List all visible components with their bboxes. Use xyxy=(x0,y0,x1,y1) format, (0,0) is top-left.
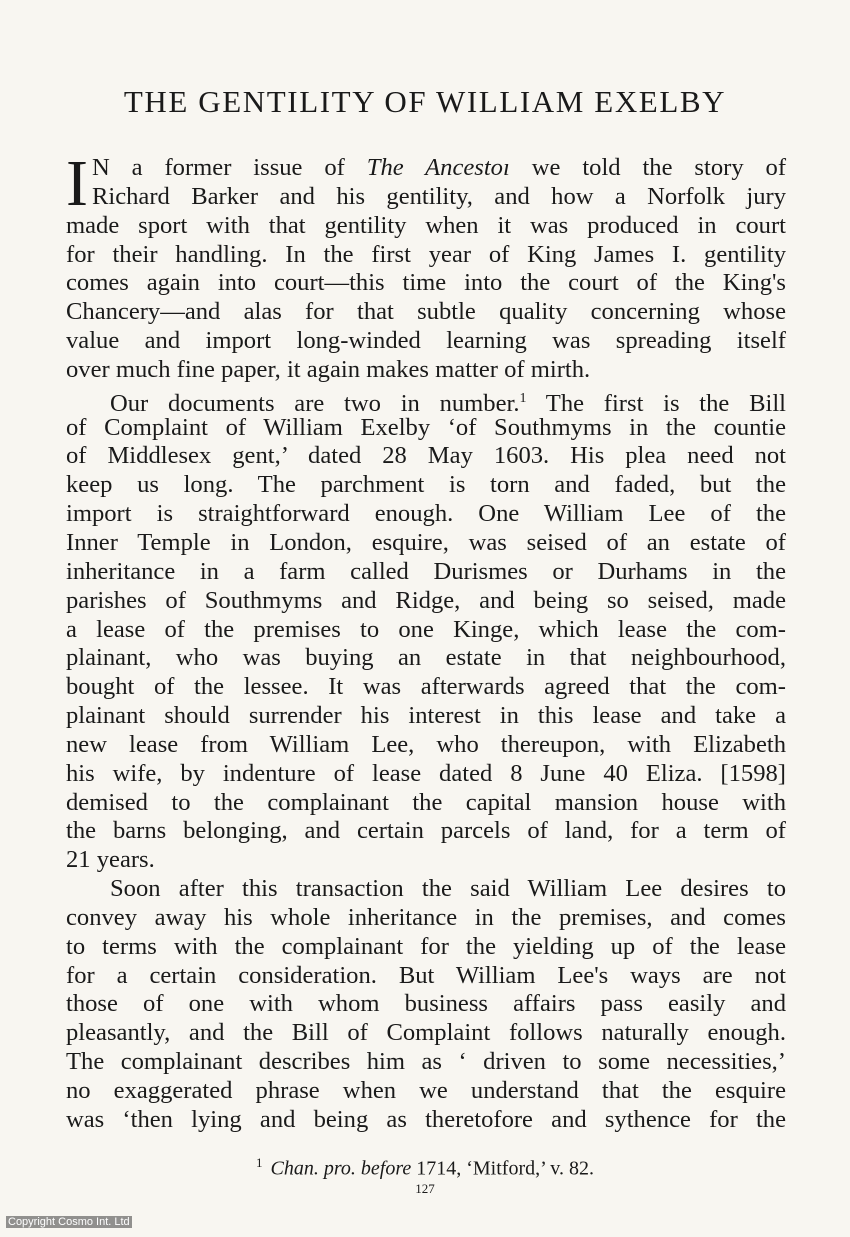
text-line: Richard Barker and his gentility, and how a Norfolk jury xyxy=(91,182,786,210)
text-line: the barns belonging, and certain parcels of land, for a term of xyxy=(66,817,786,845)
text-line: was ‘then lying and being as theretofore and sythence for the xyxy=(66,1105,786,1133)
footnote-source: Chan. pro. before xyxy=(270,1157,412,1180)
footnote xyxy=(0,1155,850,1181)
text-line: his wife, by indenture of lease dated 8 June 40 Eliza. [1598] xyxy=(66,759,786,787)
text-line: Inner Temple in London, esquire, was seised of an estate of xyxy=(66,528,786,556)
copyright-watermark: Copyright Cosmo Int. Ltd xyxy=(8,1216,130,1228)
text-line: import is straightforward enough. One William Lee of the xyxy=(66,500,786,528)
text-line: made sport with that gentility when it was produced in court xyxy=(66,211,786,239)
drop-cap: I xyxy=(66,147,88,220)
article-title: THE GENTILITY OF WILLIAM EXELBY xyxy=(123,84,727,119)
article-body xyxy=(66,147,787,1135)
footnote-marker: 1 xyxy=(519,390,527,406)
text-line: The complainant describes him as ‘ driven to some necessities,’ xyxy=(66,1048,786,1076)
text-line: for a certain consideration. But William Lee's ways are not xyxy=(66,961,786,989)
text-line: plainant, who was buying an estate in that neighbourhood, xyxy=(66,644,786,672)
page-number: 127 xyxy=(415,1181,435,1196)
text-line: inheritance in a farm called Durismes or Durhams in the xyxy=(66,557,786,585)
text-line: a lease of the premises to one Kinge, which lease the com- xyxy=(66,615,786,643)
text-line: of Complaint of William Exelby ‘of Southmyms in the countie xyxy=(66,413,786,441)
text-line: those of one with whom business affairs pass easily and xyxy=(66,990,786,1018)
text-line: 21 years. xyxy=(66,846,155,874)
text-line: keep us long. The parchment is torn and faded, but the xyxy=(66,471,786,499)
footnote-rest: 1714, ‘Mitford,’ v. 82. xyxy=(411,1157,594,1180)
text-line: bought of the lessee. It was afterwards agreed that the com- xyxy=(66,673,786,701)
journal-title: The Ancestoı xyxy=(366,154,510,181)
text-line: pleasantly, and the Bill of Complaint follows naturally enough. xyxy=(66,1019,786,1047)
text-line: value and import long-winded learning was spreading itself xyxy=(66,327,786,355)
text-line: of Middlesex gent,’ dated 28 May 1603. His plea need not xyxy=(66,442,786,470)
text-line: N a former issue of The Ancestoı we told the story of xyxy=(91,154,787,181)
text-line: convey away his whole inheritance in the premises, and comes xyxy=(66,903,786,931)
text-line: to terms with the complainant for the yielding up of the lease xyxy=(66,932,786,960)
text-line: no exaggerated phrase when we understand that the esquire xyxy=(66,1077,786,1104)
text-line: demised to the complainant the capital mansion house with xyxy=(66,788,786,816)
text-line: over much fine paper, it again makes matter of mirth. xyxy=(66,355,591,383)
text-line: parishes of Southmyms and Ridge, and being so seised, made xyxy=(66,586,786,614)
text-line: Our documents are two in number.$^1$ The first is the Bill xyxy=(110,389,786,417)
text-line: Chancery—and alas for that subtle quality concerning whose xyxy=(66,298,786,326)
text-line: new lease from William Lee, who thereupon, with Elizabeth xyxy=(66,730,786,758)
text-line: plainant should surrender his interest in this lease and take a xyxy=(66,702,786,730)
text-line: comes again into court—this time into the court of the King's xyxy=(66,269,786,297)
footnote-number: 1 xyxy=(256,1155,263,1170)
text-line: for their handling. In the first year of King James I. gentility xyxy=(66,240,786,268)
text-line: Soon after this transaction the said William Lee desires to xyxy=(110,875,786,903)
